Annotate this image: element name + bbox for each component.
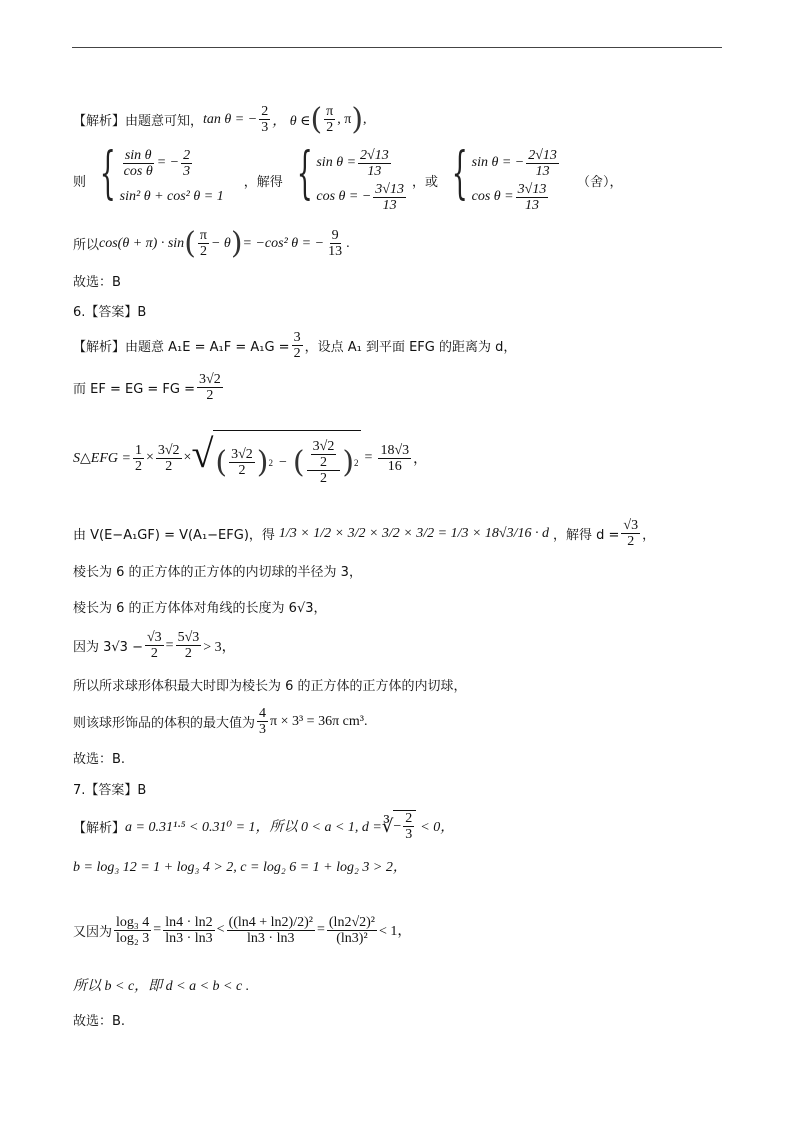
q7-line-1: 【解析】 a = 0.31¹·⁵ < 0.31⁰ = 1，所以 0 < a < 1, d = ∛ − $\frac{2}{3}$ < 0， [73,811,455,842]
q6-diagonal-line: 棱长为 6 的正方体体对角线的长度为 6√3， [73,601,327,616]
q6-result-line: 则该球形饰品的体积的最大值为 $\frac{4}{3}$ π × 3³ = 36π cm³. [73,706,368,737]
q7-heading: 7.【答案】B [73,783,147,798]
equation-system: { sin θ = $\frac{2√13}{13}$ cos θ = − $\frac{3√13}{13}$ [296,141,404,213]
q7-line-3: 又因为 $\frac{\text{log₃ 4}}{\text{log₂ 3}}$ = $\frac{\ln 4 \cdot \ln 2}{\ln 3 \cdot \ln 3}$ < $\frac{\text{((ln4 + ln2)/2)²}}{\ln 3 \cdot \ln 3}$ = $\frac{\text{(ln2√2)²}}{\text{(ln3)²}}$ < 1， [73,914,412,946]
jiexi-label: 【解析】 [73,114,126,129]
q6-line-1: 【解析】 由题意 A₁E = A₁F = A₁G = $\frac{3}{2}$ ，设点 A₁ 到平面 EFG 的距离为 d， [73,330,517,361]
q6-line-2: 而 EF = EG = FG = $\frac{3√2}{2}$ [73,372,221,403]
q5-line-1: 【解析】 由题意可知， tan θ = − $\frac{2}{3}$ ， θ ∈ ( $\frac{\pi}{2}$ , π ) , [73,101,367,137]
q6-area-line: S△EFG = $\frac{1}{2}$ × $\frac{3√2}{2}$ × √ ( $\frac{3√2}{2}$ ) 2 − ( $\frac{\frac{3√2}{2}}{2}$ ) 2 = $\frac{18√3}{16}$ ， [73,431,428,486]
q6-compare-line: 因为 3√3 − $\frac{√3}{2}$ = $\frac{5√3}{2}$ > 3， [73,630,236,661]
equation-system: { $\frac{\text{sin θ}}{\text{cos θ}}$ = − $\frac{2}{3}$ sin² θ + cos² θ = 1 [99,141,224,206]
q7-answer: 故选：B. [73,1014,126,1029]
sqrt-expression: √ ( $\frac{3√2}{2}$ ) 2 − ( $\frac{\frac{3√2}{2}}{2}$ ) 2 [191,431,359,486]
header-rule [72,47,722,48]
q5-line-systems: 则 { $\frac{\text{sin θ}}{\text{cos θ}}$ = − $\frac{2}{3}$ sin² θ + cos² θ = 1 ，解得 { sin θ = $\frac{2√13}{13}$ cos θ = − $\frac{3√13}{13}$ ，或 { sin θ = − $\frac{2√13}{13}$ cos θ = $\frac{3√13}{13}$ （舍）， [73,141,623,213]
q6-max-line: 所以所求球形体积最大时即为棱长为 6 的正方体的正方体的内切球， [73,679,467,694]
q6-radius-line: 棱长为 6 的正方体的正方体的内切球的半径为 3， [73,565,362,580]
q7-line-4: 所以 b < c，即 d < a < b < c . [73,979,250,994]
q5-line-final: 所以 cos(θ + π) · sin ( $\frac{\pi}{2}$ − θ ) = −cos² θ = − $\frac{9}{13}$ . [73,225,350,261]
equation-system: { sin θ = − $\frac{2√13}{13}$ cos θ = $\frac{3√13}{13}$ [451,141,557,213]
q5-answer: 故选：B [73,275,121,290]
q6-answer: 故选：B. [73,752,126,767]
q7-line-2: b = log₃ 12 = 1 + log₃ 4 > 2, c = log₂ 6 = 1 + log₂ 3 > 2， [73,860,407,875]
fraction: $\frac{2}{3}$ [261,104,269,135]
q6-volume-line: 由 V(E−A₁GF) = V(A₁−EFG)，得 1/3 × 1/2 × 3/2 × 3/2 × 3/2 = 1/3 × 18√3/16 · d ，解得 d = $\frac{√3}{2}$ ， [73,518,656,549]
q6-heading: 6.【答案】B [73,305,147,320]
